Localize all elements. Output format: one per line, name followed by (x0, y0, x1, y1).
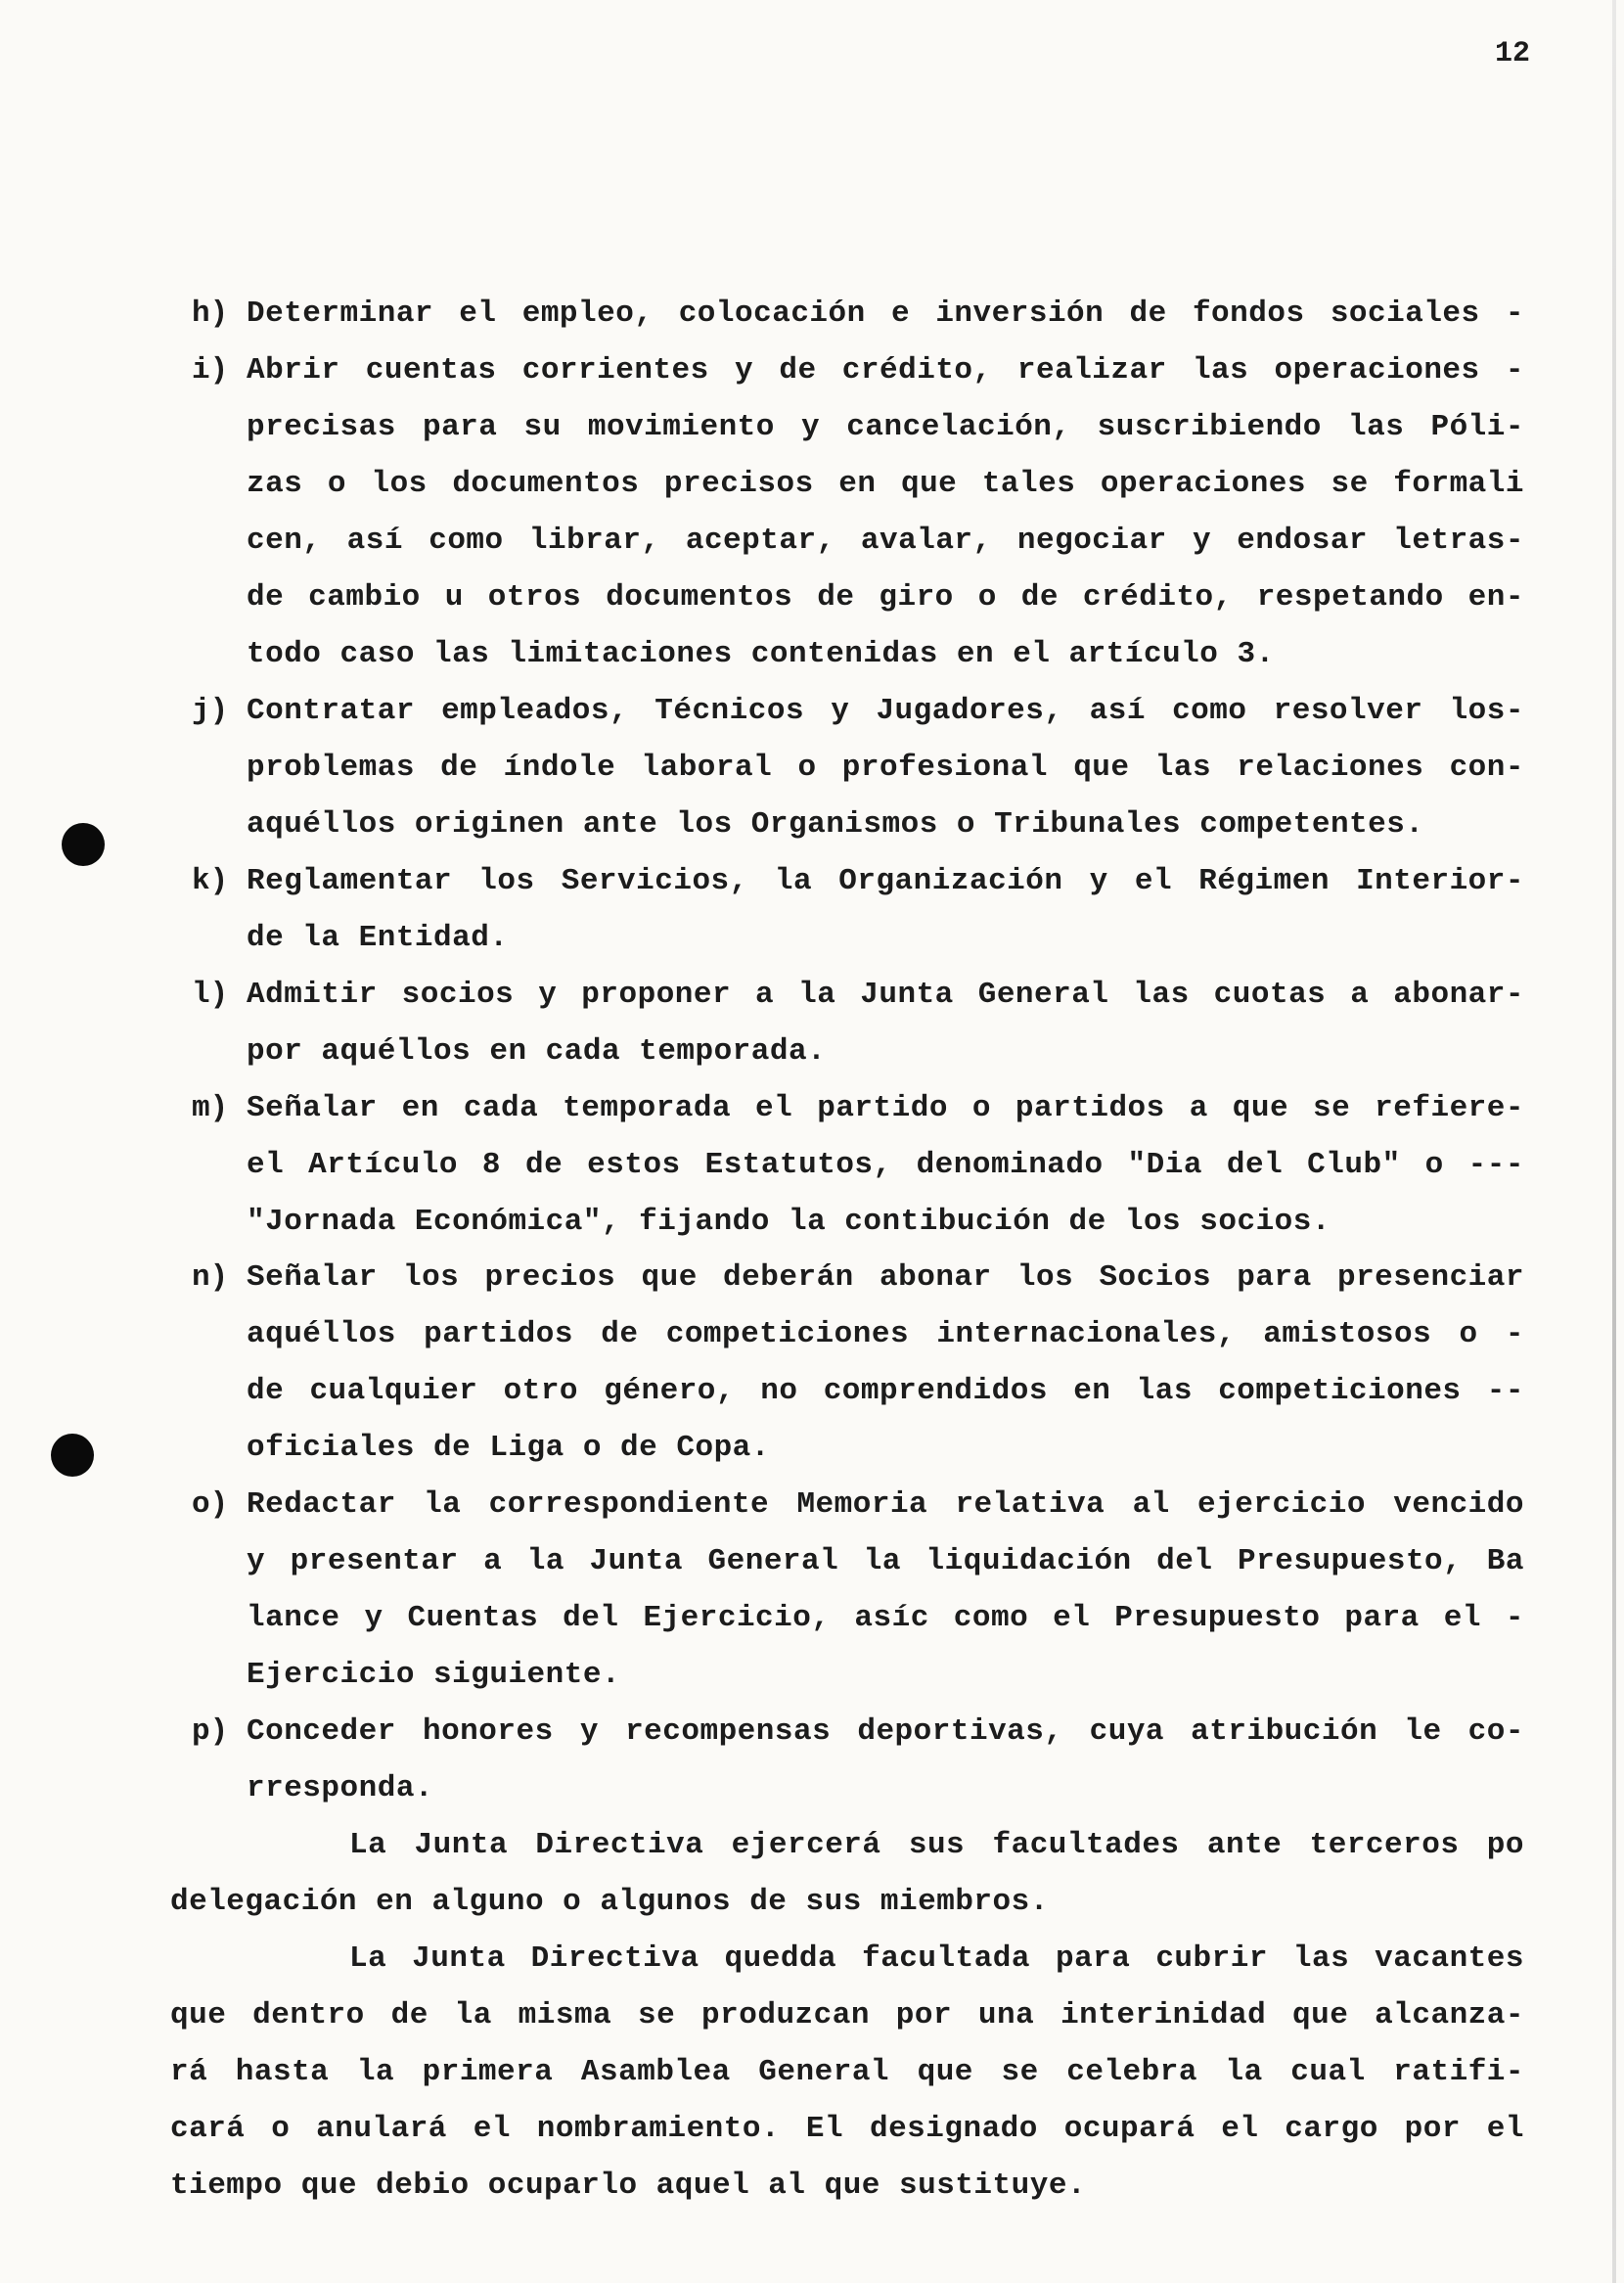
item-label: j) (192, 693, 229, 728)
text-line: problemas de índole laboral o profesional que las relaciones con- (247, 750, 1524, 785)
text-line: Señalar los precios que deberán abonar los Socios para presenciar (247, 1260, 1524, 1296)
item-label: i) (192, 352, 229, 388)
text-line: Contratar empleados, Técnicos y Jugadores, así como resolver los- (247, 693, 1524, 728)
text-line: Conceder honores y recompensas deportivas, cuya atribución le co- (247, 1714, 1524, 1750)
item-label: o) (192, 1487, 229, 1523)
text-line: oficiales de Liga o de Copa. (247, 1431, 770, 1466)
text-line: Admitir socios y proponer a la Junta General las cuotas a abonar- (247, 977, 1524, 1012)
text-line: rá hasta la primera Asamblea General que se celebra la cual ratifi- (170, 2055, 1524, 2090)
text-line: todo caso las limitaciones contenidas en el artículo 3. (247, 636, 1275, 671)
text-line: por aquéllos en cada temporada. (247, 1033, 827, 1069)
page-number: 12 (1495, 37, 1531, 70)
punch-hole (62, 823, 105, 866)
text-line: Señalar en cada temporada el partido o partidos a que se refiere- (247, 1090, 1524, 1125)
text-line: precisas para su movimiento y cancelación, suscribiendo las Póli- (247, 409, 1524, 444)
text-line: Abrir cuentas corrientes y de crédito, realizar las operaciones - (247, 352, 1524, 388)
text-line: La Junta Directiva quedda facultada para cubrir las vacantes (349, 1941, 1524, 1977)
item-label: m) (192, 1090, 229, 1125)
text-line: aquéllos originen ante los Organismos o Tribunales competentes. (247, 806, 1424, 842)
text-line: rresponda. (247, 1771, 434, 1806)
item-label: l) (192, 977, 229, 1012)
text-line: Redactar la correspondiente Memoria relativa al ejercicio vencido (247, 1487, 1524, 1523)
punch-hole (51, 1434, 94, 1477)
text-line: cen, así como librar, aceptar, avalar, negociar y endosar letras- (247, 523, 1524, 558)
text-line: "Jornada Económica", fijando la contibución de los socios. (247, 1204, 1331, 1239)
text-line: el Artículo 8 de estos Estatutos, denominado "Dia del Club" o --- (247, 1147, 1524, 1182)
text-line: que dentro de la misma se produzcan por una interinidad que alcanza- (170, 1998, 1524, 2033)
item-label: p) (192, 1714, 229, 1750)
text-line: cará o anulará el nombramiento. El designado ocupará el cargo por el (170, 2112, 1524, 2147)
item-label: h) (192, 297, 229, 331)
text-line: de la Entidad. (247, 920, 509, 955)
text-line: La Junta Directiva ejercerá sus facultades ante terceros po (349, 1828, 1524, 1863)
item-label: n) (192, 1260, 229, 1296)
text-line: y presentar a la Junta General la liquidación del Presupuesto, Ba (247, 1544, 1524, 1579)
text-line: Ejercicio siguiente. (247, 1658, 621, 1693)
text-line: aquéllos partidos de competiciones internacionales, amistosos o - (247, 1317, 1524, 1352)
text-line: Reglamentar los Servicios, la Organización y el Régimen Interior- (247, 863, 1524, 898)
text-line: de cambio u otros documentos de giro o de crédito, respetando en- (247, 579, 1524, 615)
text-line: tiempo que debio ocuparlo aquel al que sustituye. (170, 2169, 1087, 2203)
text-line: zas o los documentos precisos en que tales operaciones se formali (247, 466, 1524, 501)
text-line: lance y Cuentas del Ejercicio, asíc como el Presupuesto para el - (247, 1601, 1524, 1636)
text-line: de cualquier otro género, no comprendidos en las competiciones -- (247, 1374, 1524, 1409)
scan-edge (1612, 0, 1616, 2283)
item-label: k) (192, 863, 229, 898)
text-line: delegación en alguno o algunos de sus miembros. (170, 1885, 1049, 1920)
text-line: Determinar el empleo, colocación e inversión de fondos sociales - (247, 297, 1524, 331)
